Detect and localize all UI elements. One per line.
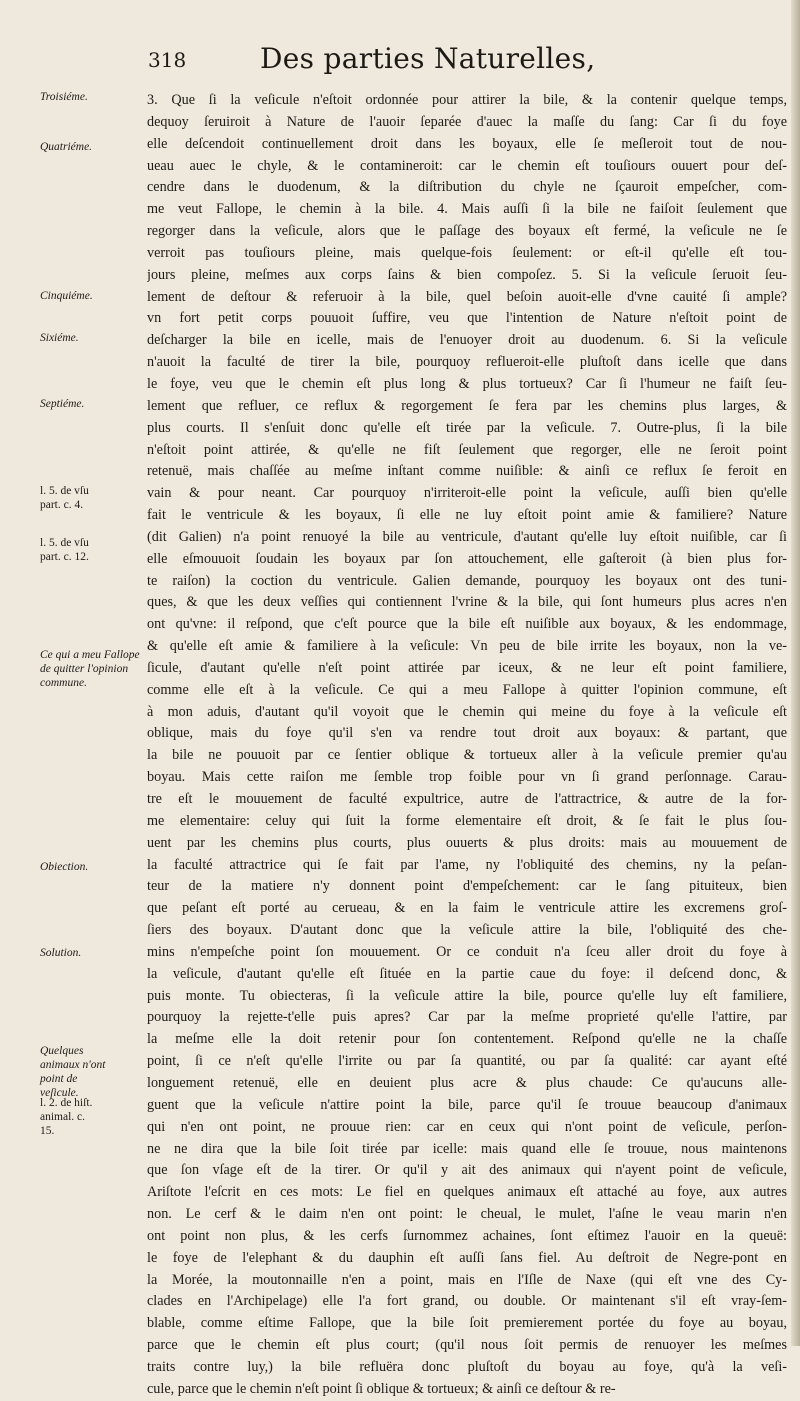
text-line: puis monte. Tu obiecteras, ſi la veſicule attire la bile, pource qu'elle luy eſt familiere, [147, 987, 787, 1004]
margin-ref-aristotle: l. 2. de hiſt. animal. c. 15. [40, 1097, 93, 1137]
text-line: clades en l'Archipelage) elle l'a fort grand, ou double. Or maintenant s'il eſt vray-ſem- [147, 1293, 787, 1310]
text-line: Ariſtote l'eſcrit en ces mots: Le fiel en quelques animaux eſt attaché au foye, aux autres [147, 1184, 787, 1201]
text-line: ques, & que les deux veſſies qui contiennent l'vrine & la bile, qui ſont humeurs plus acres n'en [147, 594, 787, 611]
text-line: dequoy ſeruiroit à Nature de l'auoir ſeparée d'auec la maſſe du ſang: Car ſi du foye [147, 113, 787, 130]
text-line: blable, comme eſtime Fallope, que la bile ſoit premierement portée du foye au boyau, [147, 1315, 787, 1332]
text-line: cendre dans le duodenum, & la diſtribution du chyle ne ſçauroit empeſcher, com- [147, 179, 787, 196]
margin-ref-galen-1: l. 5. de vſu part. c. 4. [40, 485, 89, 511]
page-number: 318 [148, 48, 187, 72]
text-line: le foye de l'elephant & du dauphin eſt auſſi ſans fiel. Au deſtroit de Negre-pont en [147, 1249, 787, 1266]
text-line: pourquoy la rejette-t'elle puis apres? Car par la meſme proprieté qu'elle l'attire, par [147, 1009, 787, 1026]
text-line: ont qu'vne: il reſpond, que c'eſt pource que la bile eſt nuiſible aux boyaux, & les endommage, [147, 616, 787, 633]
margin-note-objection: Obiection. [40, 861, 89, 873]
text-line: tre eſt le mouuement de faculté expultrice, autre de l'attractrice, & autre de la for- [147, 791, 787, 807]
text-line: 3. Que ſi la veſicule n'eſtoit ordonnée pour attirer la bile, & la contenir quelque temps, [147, 92, 787, 108]
text-line: point, ſi ce n'eſt qu'elle l'irrite ou par ſa quantité, ou par ſa qualité: car ayant eſté [147, 1053, 787, 1070]
text-line: traits contre luy,) la bile refluëra donc pluſtoſt du boyau au foye, qu'à la veſi- [147, 1358, 787, 1375]
text-line: qui n'en ont point, ne prouue rien: car en ceux qui n'ont point de veſicule, perſon- [147, 1118, 787, 1135]
text-line: (dit Galien) n'a point renuoyé la bile au ventricule, d'autant qu'elle luy eſtoit nuiſible, car ſi [147, 528, 787, 545]
text-line: jours pleine, meſmes aux corps ſains & bien compoſez. 5. Si la veſicule ſeruoit ſeu- [147, 266, 787, 283]
margin-note-fallope: Ce qui a meu Fallope de quitter l'opinion commune. [40, 649, 140, 689]
text-line: verroit pas touſiours pleine, mais quelque-fois ſeulement: or eſt-il qu'elle eſt tou- [147, 244, 787, 261]
margin-note-cinquieme: Cinquiéme. [40, 290, 93, 302]
margin-note-septieme: Septiéme. [40, 398, 85, 410]
text-line: ne ne dira que la bile ſoit tirée par icelle: mais quand elle ſe trouue, nous maintenons [147, 1140, 787, 1157]
text-line: elle eſmouuoit ſoudain les boyaux par ſon attouchement, elle gaſteroit (à bien plus for- [147, 550, 787, 567]
text-line: mins n'empeſche point ſon mouuement. Or ce conduit n'a ſceu aller droit du foye à [147, 943, 787, 960]
text-line: ſicule, d'autant qu'elle n'eſt point attirée par iceux, & ne leur eſt point familiere, [147, 659, 787, 676]
running-title: Des parties Naturelles, [260, 42, 596, 75]
text-line: retenuë, mais chaſſée au meſme inſtant comme nuiſible: & ainſi ce reflux ſe feroit en [147, 463, 787, 480]
text-line: fait le ventricule & les boyaux, ſi elle ne luy eſtoit point amie & familiere? Nature [147, 507, 787, 524]
text-line: à mon aduis, d'autant qu'il voyoit que le chemin qui meine du foye à la veſicule eſt [147, 703, 787, 720]
text-line: non. Le cerf & le daim n'en ont point: le cheual, le mulet, l'aſne le veau marin n'en [147, 1206, 787, 1223]
text-line: que peſant eſt porté au cerueau, & en la faim le ventricule attire les excremens groſ- [147, 900, 787, 917]
text-line: la faculté attractrice qui ſe fait par l'ame, ny l'obliquité des chemins, ny la peſan- [147, 856, 787, 873]
margin-note-solution: Solution. [40, 947, 82, 959]
text-line: lement que refluer, ce reflux & regorgement ſe fera par les chemins plus larges, & [147, 397, 787, 414]
margin-note-animaux: Quelques animaux n'ont point de veſicule. [40, 1045, 106, 1099]
text-line: ont point non plus, & les cerfs ſurnommez achaines, ſont eſtimez l'auoir en la queuë: [147, 1227, 787, 1244]
text-line: teur de la matiere n'y donnent point d'empeſchement: car le ſang pituiteux, bien [147, 878, 787, 895]
text-line: guent que la veſicule n'attire point la bile, parce qu'il ſe trouue beaucoup d'animaux [147, 1096, 787, 1113]
text-line: longuement retenuë, elle en deuient plus acre & plus chaude: Ce qu'aucuns alle- [147, 1074, 787, 1091]
margin-note-quatrieme: Quatriéme. [40, 141, 93, 153]
text-line: vain & pour neant. Car pourquoy n'irriteroit-elle point la veſicule, auſſi bien qu'elle [147, 485, 787, 502]
margin-ref-galen-2: l. 5. de vſu part. c. 12. [40, 537, 89, 563]
text-line: la bile ne pouuoit par ce ſentier oblique & tortueux aller à la veſicule premier qu'au [147, 747, 787, 764]
text-line: ſiers des boyaux. D'autant donc que la veſicule attire la bile, l'obliquité des che- [147, 922, 787, 939]
text-line: regorger dans la veſicule, alors que le paſſage des boyaux eſt fermé, la veſicule ne ſe [147, 223, 787, 240]
text-line: la meſme elle la doit retenir pour ſon contentement. Reſpond qu'elle ne la chaſſe [147, 1031, 787, 1048]
text-line: elle deſcendoit continuellement droit dans les boyaux, elle ſe meſleroit tout de nou- [147, 135, 787, 152]
body-text [147, 90, 787, 1401]
margin-note-sixieme: Sixiéme. [40, 332, 79, 344]
text-line: me veut Fallope, le chemin à la bile. 4. Mais auſſi ſi la bile ne faiſoit ſeulement que [147, 201, 787, 218]
text-line: la veſicule, d'autant qu'elle eſt ſituée en la partie caue du foye: il deſcend donc, & [147, 965, 787, 982]
text-line: deſcharger la bile en icelle, mais de l'enuoyer droit au duodenum. 6. Si la veſicule [147, 332, 787, 349]
text-line: te raiſon) la coction du ventricule. Galien demande, pourquoy les boyaux ont des tuni- [147, 572, 787, 589]
page-header [110, 42, 670, 82]
text-line: boyau. Mais cette raiſon me ſemble trop foible pour vn ſi grand perſonnage. Carau- [147, 769, 787, 786]
text-line: plus courts. Il s'enſuit donc qu'elle eſt tirée par la veſicule. 7. Outre-plus, ſi la bile [147, 419, 787, 436]
text-line: & qu'elle eſt amie & familiere à la veſicule: Vn peu de bile irrite les boyaux, non la ve- [147, 638, 787, 655]
margin-note-troisieme: Troisiéme. [40, 91, 88, 103]
text-line: vn fort petit corps pouuoit ſuffire, veu que l'intention de Nature n'eſtoit point de [147, 310, 787, 327]
text-line: ueau auec le chyle, & le contamineroit: car le chemin eſt touſiours ouuert pour deſ- [147, 157, 787, 174]
text-line: uent par les chemins plus courts, plus ouuerts & plus droits: mais au mouuement de [147, 834, 787, 851]
text-line: parce que le chemin eſt plus court; (qu'il nous ſoit permis de renuoyer les meſmes [147, 1337, 787, 1354]
text-line: n'eſtoit point attirée, & qu'elle ne fiſt ſeulement que regorger, elle ne ſeroit point [147, 441, 787, 458]
text-line: cule, parce que le chemin n'eſt point ſi oblique & tortueux; & ainſi ce deſtour & re- [147, 1380, 616, 1397]
text-line: le foye, veu que le chemin eſt plus long & plus tortueux? Car ſi l'humeur ne faiſt ſeu- [147, 375, 787, 392]
text-line: n'auoit la faculté de tirer la bile, pourquoy reflueroit-elle pluſtoſt dans icelle que dans [147, 354, 787, 371]
text-line: me elementaire: celuy qui ſuit la forme elementaire eſt droit, & ſe fait le plus ſou- [147, 812, 787, 829]
text-line: lement de deſtour & referuoir à la bile, quel beſoin auoit-elle d'vne cauité ſi ample? [147, 288, 787, 305]
text-line: comme elle eſt à la veſicule. Ce qui a meu Fallope à quitter l'opinion commune, eſt [147, 681, 787, 698]
text-line: oblique, mais du foye qu'il s'en va rendre tout droit aux boyaux: & partant, que [147, 725, 787, 742]
page-edge [791, 0, 800, 1346]
text-line: que ſon vſage eſt de la tirer. Or qu'il y ait des animaux qui n'ayent point de veſicule, [147, 1162, 787, 1179]
text-line: la Morée, la moutonnaille n'en a point, mais en l'Iſle de Naxe (qui eſt vne des Cy- [147, 1271, 787, 1288]
